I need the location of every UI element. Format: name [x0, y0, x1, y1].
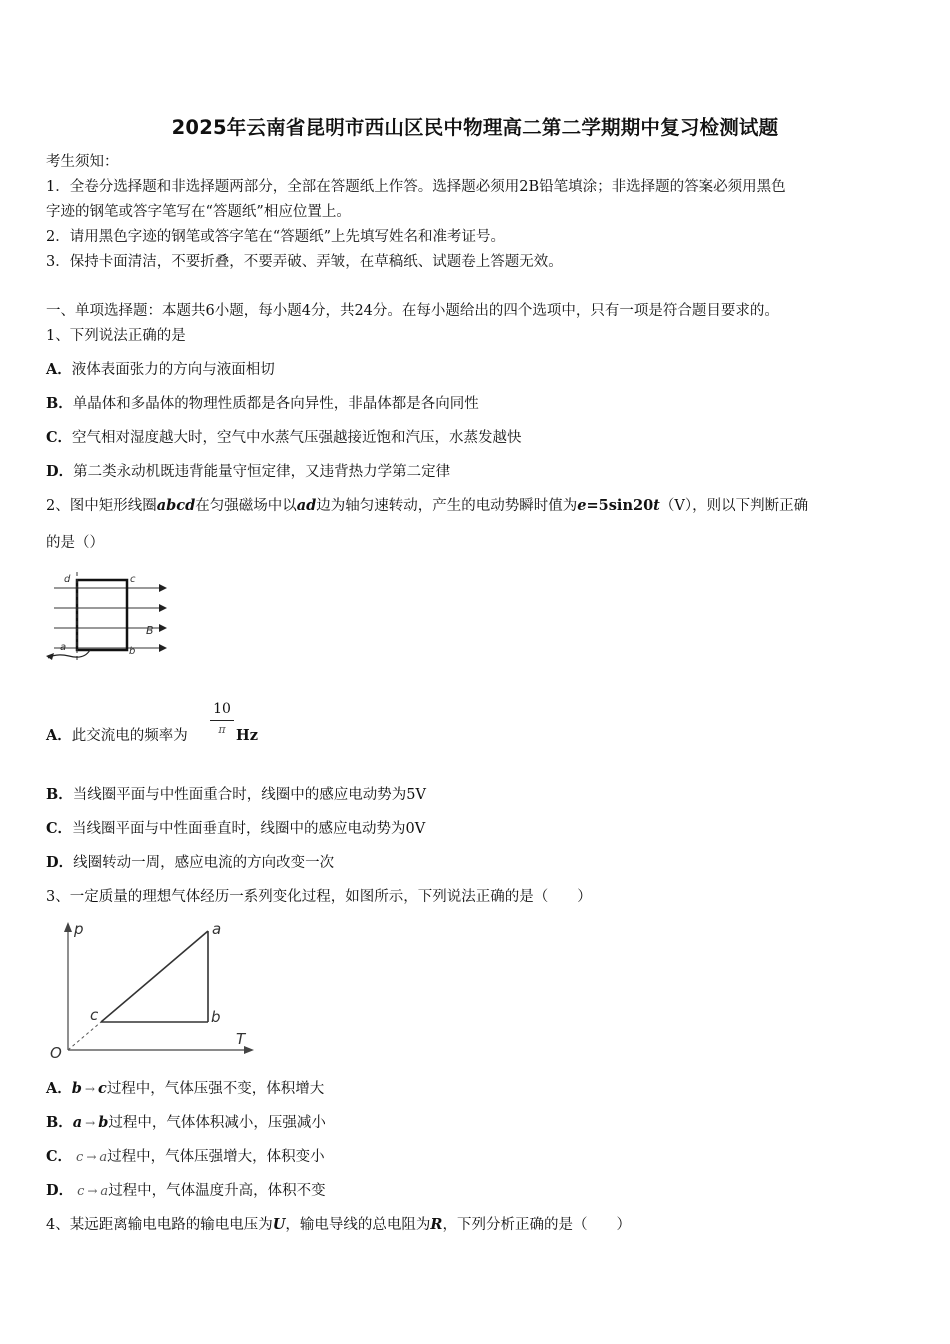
field-label-b: B: [146, 624, 154, 637]
q1-option-c: [46, 428, 522, 448]
q3-stem: 3、一定质量的理想气体经历一系列变化过程，如图所示，下列说法正确的是（ ）: [46, 889, 592, 905]
option-text: 当线圈平面与中性面垂直时，线圈中的感应电动势为0V: [72, 821, 426, 837]
q1-option-a: [46, 360, 275, 380]
option-text: 过程中，气体压强不变，体积增大: [106, 1081, 325, 1097]
axis-label-p: p: [74, 920, 84, 938]
option-label: A．: [46, 361, 72, 378]
state-from: c: [77, 1184, 85, 1199]
notice-item: 2．请用黑色字迹的钢笔或答字笔在“答题纸”上先填写姓名和准考证号。: [46, 229, 506, 245]
fraction-bar: [210, 720, 234, 721]
axis-label-t: T: [236, 1030, 246, 1048]
arrow-icon: →: [84, 1082, 95, 1096]
option-label: A．: [46, 727, 72, 744]
arrow-icon: →: [85, 1116, 96, 1130]
option-text: 第二类永动机既违背能量守恒定律，又违背热力学第二定律: [73, 464, 451, 480]
state-to: c: [97, 1080, 107, 1097]
point-label-c: c: [90, 1006, 99, 1024]
option-label: C．: [46, 820, 73, 837]
option-text: 单晶体和多晶体的物理性质都是各向异性，非晶体都是各向同性: [72, 396, 479, 412]
origin-label: O: [50, 1044, 62, 1062]
section-heading: 一、单项选择题：本题共6小题，每小题4分，共24分。在每小题给出的四个选项中，只有一项是符合题目要求的。: [46, 303, 779, 319]
option-label: B．: [46, 395, 73, 412]
option-text: 过程中，气体压强增大，体积变小: [107, 1149, 325, 1165]
voltage-symbol: U: [272, 1216, 286, 1233]
resistance-symbol: R: [430, 1216, 443, 1233]
stem-text: ，下列分析正确的是（ ）: [442, 1217, 631, 1233]
q2-stem: [46, 496, 808, 516]
stem-text: 4、某远距离输电电路的输电电压为: [46, 1217, 273, 1233]
option-label: B．: [46, 1114, 73, 1131]
coil-label-a: a: [60, 642, 67, 653]
q2-option-c: [46, 819, 425, 839]
axis-label: ad: [296, 497, 317, 514]
stem-text: （V），则以下判断正确: [659, 498, 809, 514]
option-label: D．: [46, 1182, 74, 1199]
state-to: a: [100, 1184, 109, 1199]
state-to: b: [98, 1114, 109, 1131]
option-text: 过程中，气体温度升高，体积不变: [108, 1183, 326, 1199]
state-from: b: [71, 1080, 82, 1097]
state-to: a: [99, 1150, 108, 1165]
stem-text: 边为轴匀速转动，产生的电动势瞬时值为: [316, 498, 578, 514]
arrow-icon: →: [86, 1150, 97, 1164]
arrow-icon: →: [87, 1184, 98, 1198]
option-text: 空气相对湿度越大时，空气中水蒸气压强越接近饱和汽压，水蒸发越快: [72, 430, 522, 446]
q4-stem: [46, 1215, 631, 1235]
pt-diagram: [46, 918, 261, 1064]
fraction-numerator: 10: [213, 701, 231, 717]
q3-option-d: [46, 1181, 326, 1202]
q1-stem: 1、下列说法正确的是: [46, 328, 186, 344]
option-text: 过程中，气体体积减小，压强减小: [108, 1115, 326, 1131]
state-from: c: [76, 1150, 84, 1165]
option-text: 当线圈平面与中性面重合时，线圈中的感应电动势为5V: [72, 787, 426, 803]
frequency-fraction: [210, 700, 234, 738]
notice-item: 1．全卷分选择题和非选择题两部分，全部在答题纸上作答。选择题必须用2B铅笔填涂；非选择题的答案必须用黑色: [46, 179, 786, 195]
q1-option-b: [46, 394, 479, 414]
point-label-b: b: [211, 1008, 221, 1026]
q2-option-b: [46, 785, 426, 805]
option-label: D．: [46, 463, 74, 480]
emf-symbol: e: [577, 497, 587, 514]
stem-text: 在匀强磁场中以: [195, 498, 297, 514]
option-label: A．: [46, 1080, 72, 1097]
option-text: 此交流电的频率为: [71, 728, 188, 744]
formula: =5sin20: [586, 497, 654, 514]
option-text: 线圈转动一周，感应电流的方向改变一次: [73, 855, 335, 871]
point-label-a: a: [212, 920, 222, 938]
frequency-unit: Hz: [236, 727, 258, 744]
page-title: 2025年云南省昆明市西山区民中物理高二第二学期期中复习检测试题: [171, 116, 779, 139]
option-label: D．: [46, 854, 74, 871]
coil-label-c: c: [130, 574, 136, 585]
coil-label: abcd: [156, 497, 196, 514]
q3-option-b: [46, 1113, 326, 1133]
stem-text: ，输电导线的总电阻为: [285, 1217, 431, 1233]
coil-label-d: d: [64, 574, 71, 585]
time-symbol: t: [653, 497, 660, 514]
option-label: C．: [46, 1148, 73, 1165]
coil-label-b: b: [129, 646, 136, 657]
state-from: a: [72, 1114, 83, 1131]
q2-option-a: [46, 726, 188, 746]
q3-option-a: [46, 1079, 324, 1099]
q1-option-d: [46, 462, 450, 482]
notice-heading: 考生须知：: [46, 154, 119, 170]
q3-option-c: [46, 1147, 325, 1168]
option-label: C．: [46, 429, 73, 446]
q2-option-d: [46, 853, 334, 873]
option-label: B．: [46, 786, 73, 803]
coil-figure: [44, 568, 174, 668]
stem-text: 2、图中矩形线圈: [46, 498, 157, 514]
fraction-denominator: π: [218, 723, 226, 736]
q2-stem-line2: 的是（）: [46, 535, 104, 551]
option-text: 液体表面张力的方向与液面相切: [71, 362, 275, 378]
notice-item: 字迹的钢笔或答字笔写在“答题纸”相应位置上。: [46, 204, 351, 220]
notice-item: 3．保持卡面清洁，不要折叠，不要弄破、弄皱，在草稿纸、试题卷上答题无效。: [46, 254, 563, 270]
